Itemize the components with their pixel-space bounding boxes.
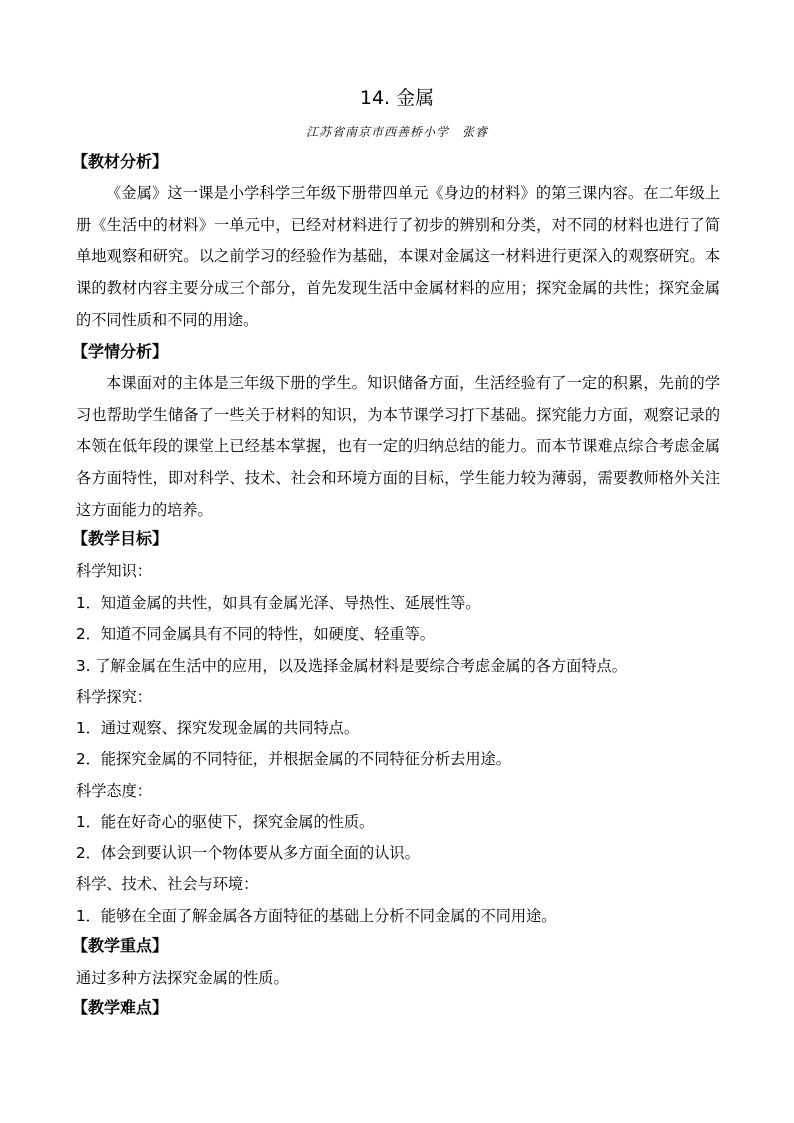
key-points-text: 通过多种方法探究金属的性质。	[76, 969, 289, 987]
goal-item: 1．通过观察、探究发现金属的共同特点。	[76, 719, 360, 737]
goal-group-label-attitude: 科学态度：	[76, 782, 152, 800]
paragraph-student-analysis: 本课面对的主体是三年级下册的学生。知识储备方面，生活经验有了一定的积累，先前的学习也帮助学生储备了一些关于材料的知识，为本节课学习打下基础。探究能力方面，观察记录的本领在低年段的课堂上已经基本掌握，也有一定的归纳总结的能力。而本节课难点综合考虑金属各方面特性，即对科学、技术、社会和环境方面的目标，学生能力较为薄弱，需要教师格外关注这方面能力的培养。	[76, 374, 720, 519]
goal-item: 2．体会到要认识一个物体要从多方面全面的认识。	[76, 844, 420, 862]
heading-student-analysis: 【学情分析】	[72, 342, 169, 361]
goal-group-label-knowledge: 科学知识：	[76, 562, 152, 580]
heading-difficulties: 【教学难点】	[72, 998, 169, 1017]
heading-teaching-goals: 【教学目标】	[72, 529, 169, 548]
document-title: 14. 金属	[359, 87, 435, 109]
goal-item: 1．知道金属的共性，如具有金属光泽、导热性、延展性等。	[76, 594, 481, 612]
paragraph-textbook-analysis: 《金属》这一课是小学科学三年级下册带四单元《身边的材料》的第三课内容。在二年级上册《生活中的材料》一单元中，已经对材料进行了初步的辨别和分类，对不同的材料也进行了简单地观察和研究。以之前学习的经验作为基础，本课对金属这一材料进行更深入的观察研究。本课的教材内容主要分成三个部分，首先发现生活中金属材料的应用；探究金属的共性；探究金属的不同性质和不同的用途。	[76, 184, 720, 329]
heading-key-points: 【教学重点】	[72, 936, 169, 955]
goal-group-label-inquiry: 科学探究：	[76, 688, 152, 706]
goal-item: 1．能在好奇心的驱使下，探究金属的性质。	[76, 813, 375, 831]
goal-item: 2．知道不同金属具有不同的特性，如硬度、轻重等。	[76, 625, 435, 643]
goal-item: 2．能探究金属的不同特征，并根据金属的不同特征分析去用途。	[76, 750, 511, 768]
goal-item: 1．能够在全面了解金属各方面特征的基础上分析不同金属的不同用途。	[76, 907, 557, 925]
goal-group-label-stse: 科学、技术、社会与环境：	[76, 875, 259, 893]
heading-textbook-analysis: 【教材分析】	[72, 152, 169, 171]
document-author: 江苏省南京市西善桥小学 张睿	[305, 125, 488, 139]
goal-item: 3. 了解金属在生活中的应用，以及选择金属材料是要综合考虑金属的各方面特点。	[76, 657, 627, 675]
